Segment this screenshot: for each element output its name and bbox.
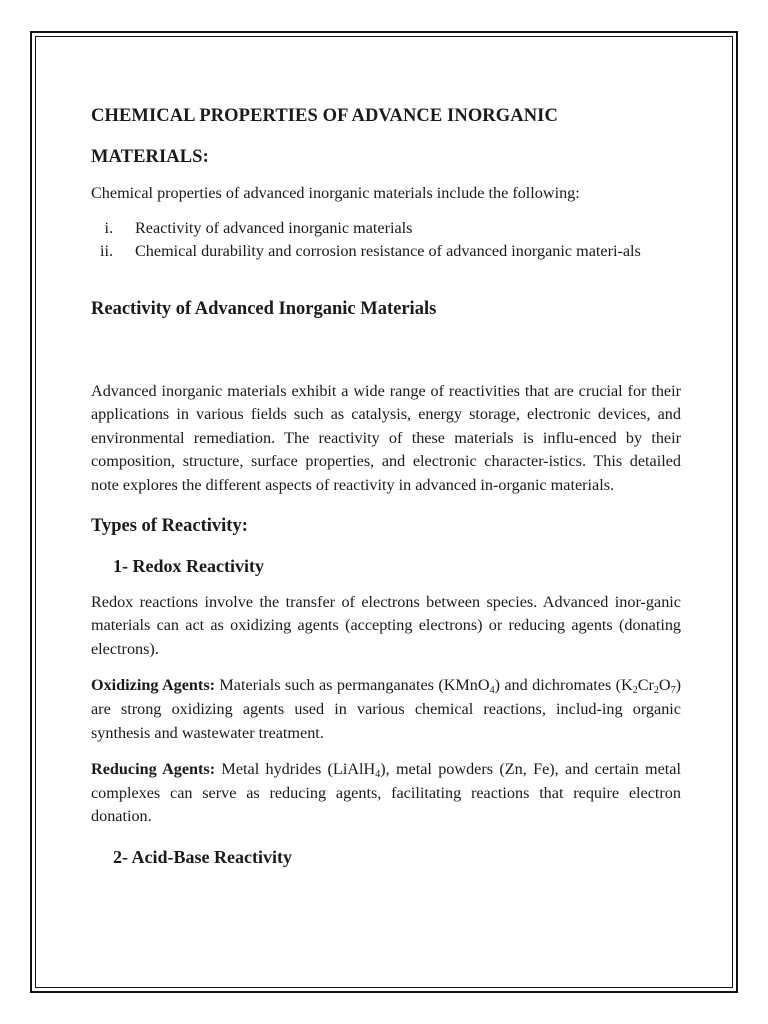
reducing-text-a: Metal hydrides (LiAlH xyxy=(215,760,376,779)
page-title xyxy=(91,96,681,178)
subscript: 2 xyxy=(632,685,638,697)
subscript: 2 xyxy=(653,685,659,697)
subheading-acid-base: 2- Acid-Base Reactivity xyxy=(113,846,292,867)
document-body xyxy=(91,96,681,869)
section-heading-reactivity: Reactivity of Advanced Inorganic Materials xyxy=(91,298,437,319)
subheading-redox: 1- Redox Reactivity xyxy=(113,555,264,576)
oxidizing-agents-label: Oxidizing Agents: xyxy=(91,676,216,695)
redox-paragraph: Redox reactions involve the transfer of electrons between species. Advanced inor-ganic materials can act as oxidizing agents (accepting electrons) or reducing agents (donating electrons). xyxy=(91,592,681,658)
properties-list xyxy=(91,217,681,263)
page-title-line2: MATERIALS: xyxy=(91,147,209,167)
page-title-line1: CHEMICAL PROPERTIES OF ADVANCE INORGANIC xyxy=(91,106,558,126)
oxidizing-text-d: O xyxy=(658,676,671,695)
intro-paragraph: Chemical properties of advanced inorganic materials include the following: xyxy=(91,184,580,202)
subscript: 7 xyxy=(670,685,676,697)
subscript: 4 xyxy=(489,685,495,697)
oxidizing-text-c: Cr xyxy=(637,676,654,695)
oxidizing-text-a: Materials such as permanganates (KMnO xyxy=(215,676,490,695)
list-item xyxy=(91,240,681,263)
list-item xyxy=(91,217,681,240)
reactivity-paragraph: Advanced inorganic materials exhibit a wide range of reactivities that are crucial for their applications in various fields such as catalysis, energy storage, electronic devices, and environmental remediation. The reactivity of these materials is influ-enced by their composition, structure, surface properties, and electronic character-istics. This detailed note explores the different aspects of reactivity in advanced in-organic materials. xyxy=(91,381,681,494)
oxidizing-text-e: ) are strong oxidizing agents used in various chemical reactions, includ-ing organic synthesis and wastewater treatment. xyxy=(91,676,681,742)
list-item-text: Chemical durability and corrosion resistance of advanced inorganic materi-als xyxy=(135,241,641,260)
reducing-text-b: ), metal powders (Zn, Fe), and certain metal complexes can serve as reducing agents, facilitating reactions that require electron donation. xyxy=(91,760,681,826)
list-item-text: Reactivity of advanced inorganic materials xyxy=(135,218,413,237)
list-item-number: i. xyxy=(104,218,113,237)
oxidizing-text-b: ) and dichromates (K xyxy=(494,676,633,695)
oxidizing-agents-paragraph xyxy=(91,674,681,745)
list-item-number: ii. xyxy=(99,241,113,260)
reducing-agents-paragraph xyxy=(91,758,681,829)
reducing-agents-label: Reducing Agents: xyxy=(91,760,216,779)
section-heading-types: Types of Reactivity: xyxy=(91,515,248,536)
subscript: 4 xyxy=(375,769,381,781)
